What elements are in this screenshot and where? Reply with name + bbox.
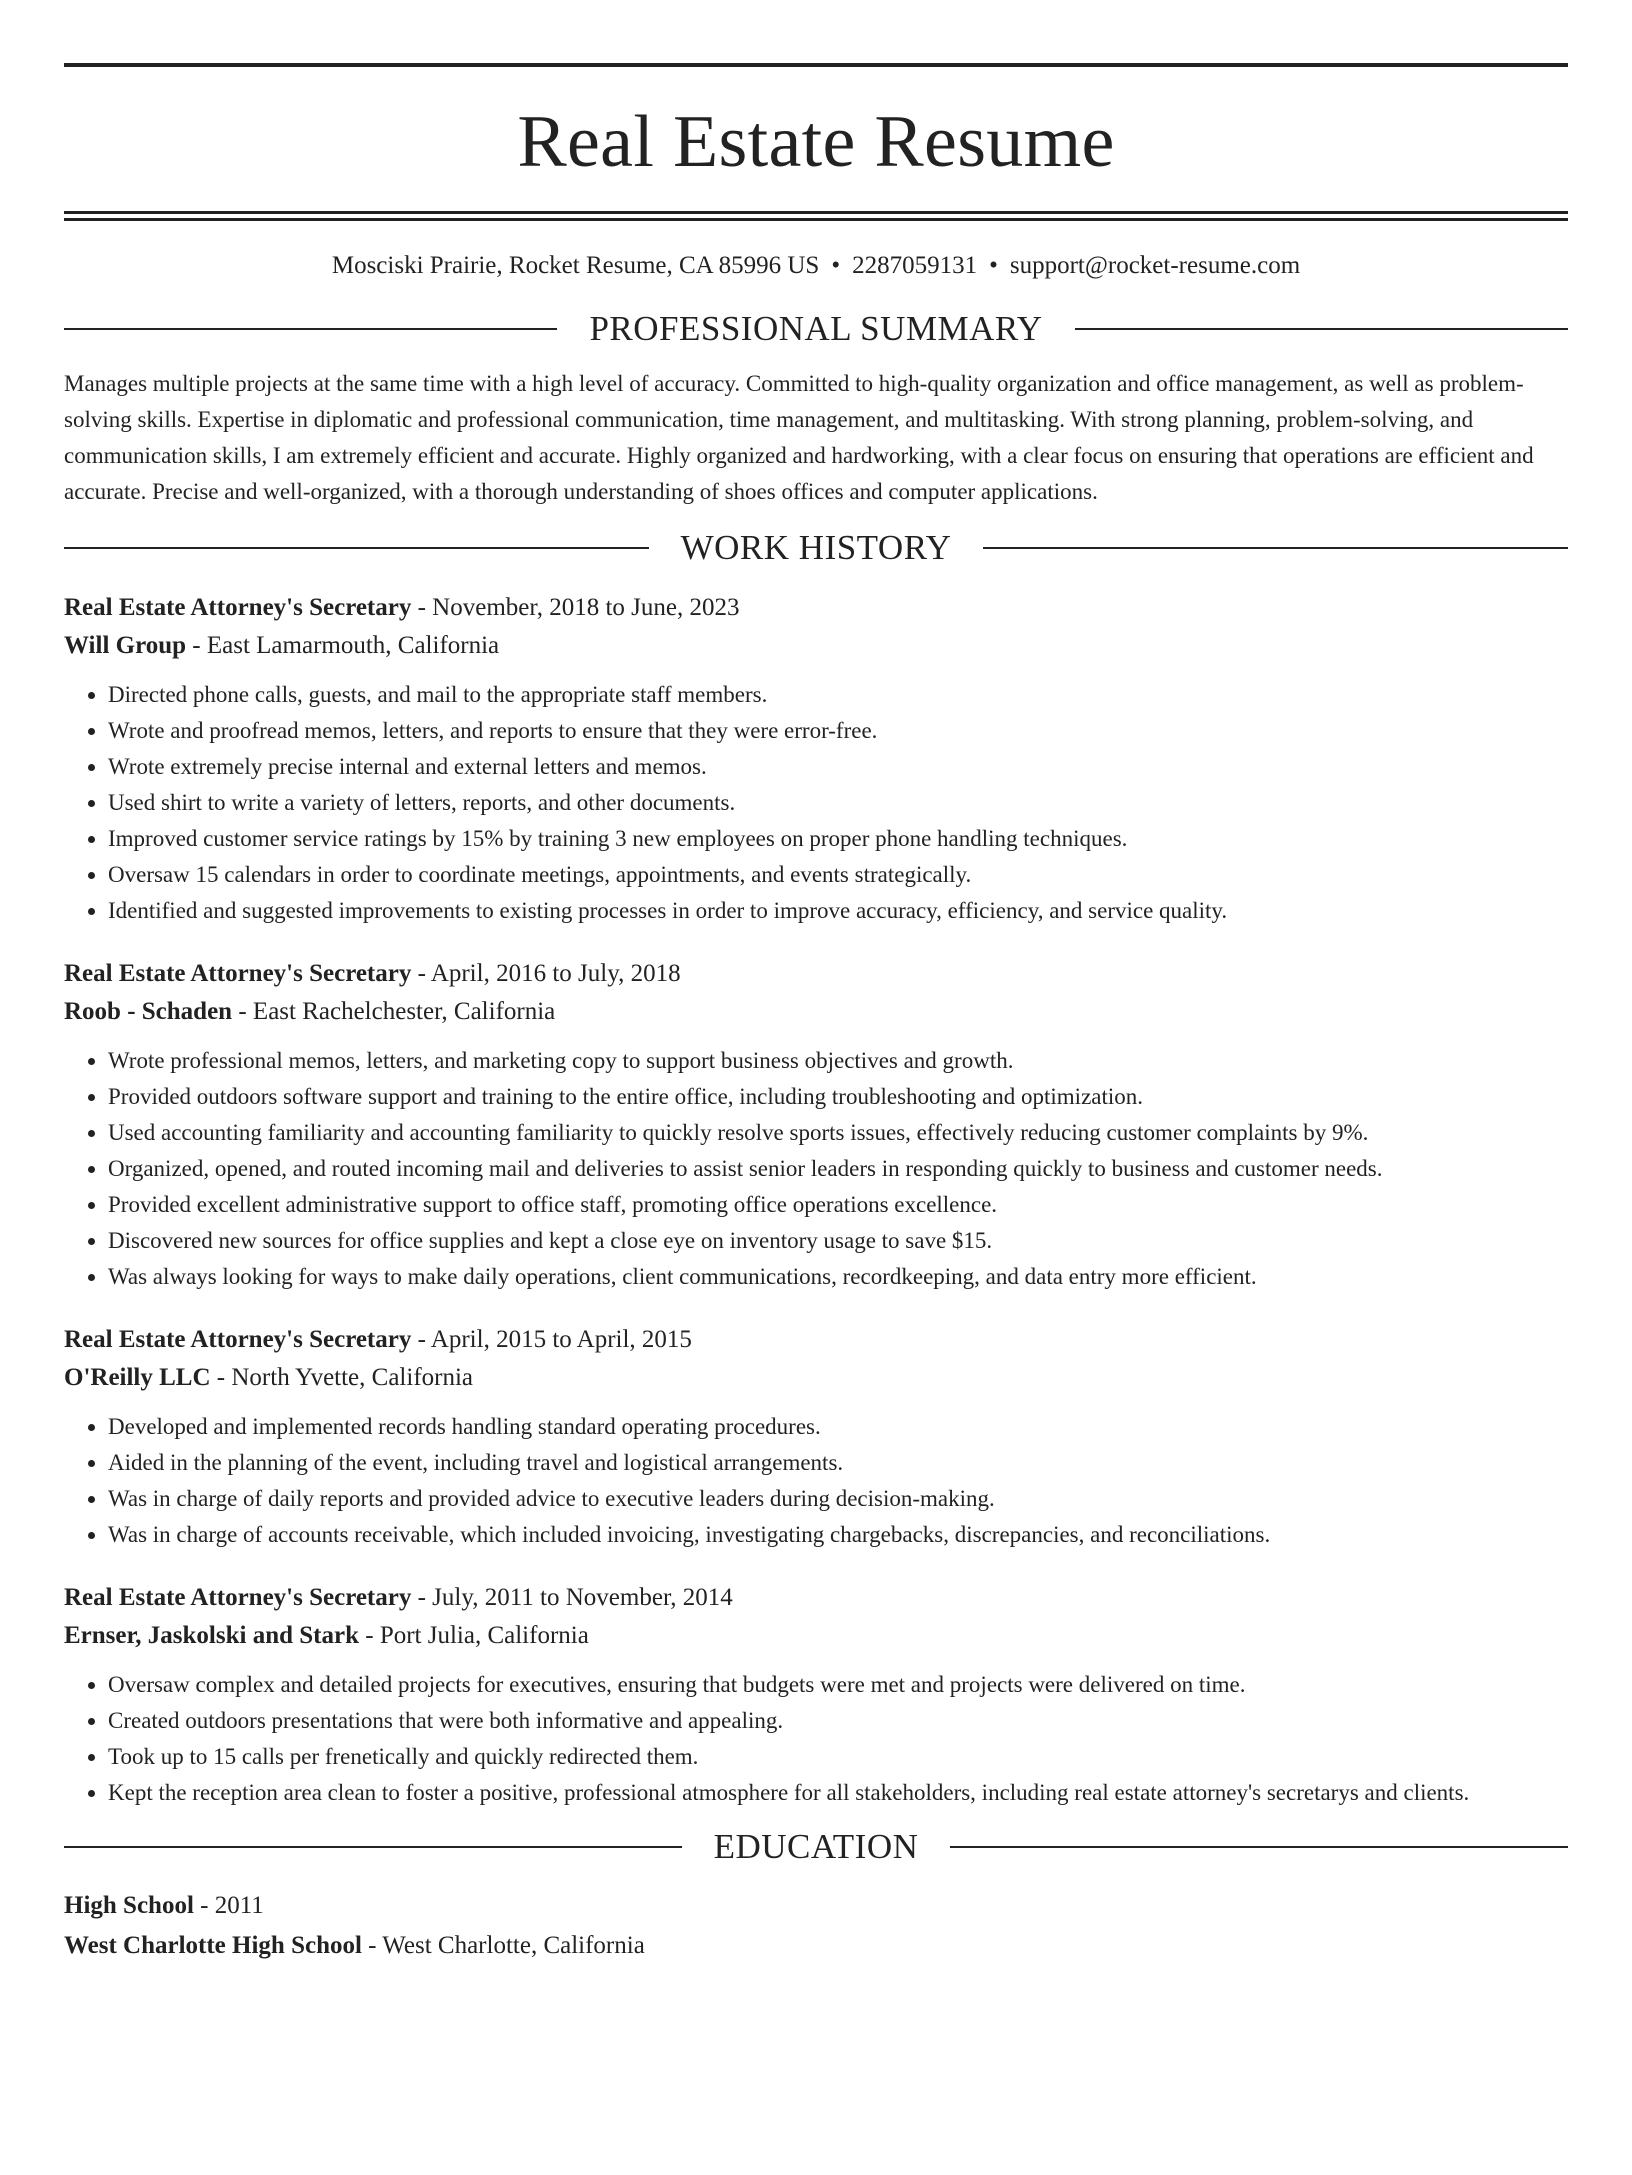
job-entry <box>64 1579 1568 1811</box>
job-location: - Port Julia, California <box>359 1622 589 1649</box>
job-location: - North Yvette, California <box>210 1364 474 1391</box>
resume-page <box>0 63 1632 2175</box>
job-company-line <box>64 1617 1568 1655</box>
job-bullet: • Discovered new sources for office supplies and kept a close eye on inventory usage to save $15. <box>108 1223 1568 1259</box>
job-bullet: • Wrote professional memos, letters, and marketing copy to support business objectives and growth. <box>108 1043 1568 1079</box>
job-bullet: • Improved customer service ratings by 15% by training 3 new employees on proper phone handling techniques. <box>108 821 1568 857</box>
section-heading-education <box>64 1829 1568 1864</box>
section-heading-work-history <box>64 530 1568 565</box>
job-bullet: • Wrote extremely precise internal and external letters and memos. <box>108 749 1568 785</box>
work-history-list <box>64 589 1568 1811</box>
job-bullets <box>64 1667 1568 1811</box>
title-double-rule <box>64 211 1568 221</box>
job-bullet: • Oversaw complex and detailed projects for executives, ensuring that budgets were met and projects were delivered on time. <box>108 1667 1568 1703</box>
section-heading-label: PROFESSIONAL SUMMARY <box>589 309 1043 348</box>
job-title: Real Estate Attorney's Secretary <box>64 960 412 987</box>
job-bullet: • Directed phone calls, guests, and mail to the appropriate staff members. <box>108 677 1568 713</box>
summary-text: Manages multiple projects at the same time with a high level of accuracy. Committed to high-quality organization and office management, as well as problem-solving skills. Expertise in diplomatic and professional communication, time management, and multitasking. With strong planning, problem-solving, and communication skills, I am extremely efficient and accurate. Highly organized and hardworking, with a clear focus on ensuring that operations are efficient and accurate. Precise and well-organized, with a thorough understanding of shoes offices and computer applications. <box>64 371 1534 504</box>
job-company: Ernser, Jaskolski and Stark <box>64 1622 359 1649</box>
job-company: Roob - Schaden <box>64 998 233 1025</box>
job-dates: - April, 2015 to April, 2015 <box>411 1326 692 1353</box>
top-rule <box>64 63 1568 67</box>
job-bullet: • Was in charge of daily reports and provided advice to executive leaders during decision-making. <box>108 1481 1568 1517</box>
contact-separator: • <box>989 252 998 279</box>
education-degree: High School <box>64 1892 194 1919</box>
job-bullet: • Was in charge of accounts receivable, which included invoicing, investigating chargebacks, discrepancies, and reconciliations. <box>108 1517 1568 1553</box>
job-entry <box>64 955 1568 1295</box>
job-bullet: • Aided in the planning of the event, including travel and logistical arrangements. <box>108 1445 1568 1481</box>
job-bullet: • Provided excellent administrative support to office staff, promoting office operations excellence. <box>108 1187 1568 1223</box>
job-company: Will Group <box>64 632 187 659</box>
job-bullet: • Oversaw 15 calendars in order to coordinate meetings, appointments, and events strategically. <box>108 857 1568 893</box>
page-title: Real Estate Resume <box>517 101 1115 183</box>
job-bullets <box>64 1043 1568 1295</box>
job-company: O'Reilly LLC <box>64 1364 211 1391</box>
job-company-line <box>64 627 1568 665</box>
job-entry <box>64 1321 1568 1553</box>
education-location: - West Charlotte, California <box>361 1932 645 1959</box>
job-bullet: • Was always looking for ways to make daily operations, client communications, recordkeeping, and data entry more efficient. <box>108 1259 1568 1295</box>
job-entry <box>64 589 1568 929</box>
job-bullets <box>64 1409 1568 1553</box>
education-entry <box>64 1886 1568 1966</box>
job-bullets <box>64 677 1568 929</box>
job-title: Real Estate Attorney's Secretary <box>64 1584 412 1611</box>
job-title-line <box>64 955 1568 993</box>
section-heading-label: WORK HISTORY <box>680 528 952 567</box>
heading-rule <box>950 1846 1568 1848</box>
job-location: - East Lamarmouth, California <box>186 632 500 659</box>
job-bullet: • Provided outdoors software support and training to the entire office, including troubleshooting and optimization. <box>108 1079 1568 1115</box>
contact-separator: • <box>831 252 841 279</box>
job-company-line <box>64 993 1568 1031</box>
job-bullet: • Used shirt to write a variety of letters, reports, and other documents. <box>108 785 1568 821</box>
job-bullet: • Identified and suggested improvements to existing processes in order to improve accuracy, efficiency, and service quality. <box>108 893 1568 929</box>
heading-rule <box>983 547 1568 549</box>
contact-email[interactable]: support@rocket-resume.com <box>1009 252 1301 279</box>
job-bullet: • Developed and implemented records handling standard operating procedures. <box>108 1409 1568 1445</box>
job-title: Real Estate Attorney's Secretary <box>64 1326 412 1353</box>
education-degree-line <box>64 1886 1568 1926</box>
education-year: - 2011 <box>193 1892 264 1919</box>
contact-address: Mosciski Prairie, Rocket Resume, CA 85996 US <box>331 252 820 279</box>
job-bullet: • Kept the reception area clean to foster a positive, professional atmosphere for all stakeholders, including real estate attorney's secretarys and clients. <box>108 1775 1568 1811</box>
job-dates: - April, 2016 to July, 2018 <box>411 960 681 987</box>
job-title: Real Estate Attorney's Secretary <box>64 594 412 621</box>
section-heading-summary <box>64 311 1568 346</box>
job-bullet: • Used accounting familiarity and accounting familiarity to quickly resolve sports issues, effectively reducing customer complaints by 9%. <box>108 1115 1568 1151</box>
heading-rule <box>1075 328 1568 330</box>
contact-line <box>64 251 1568 281</box>
education-school: West Charlotte High School <box>64 1932 362 1959</box>
heading-rule <box>64 1846 682 1848</box>
section-heading-label: EDUCATION <box>713 1827 919 1866</box>
job-bullet: • Created outdoors presentations that were both informative and appealing. <box>108 1703 1568 1739</box>
job-bullet: • Wrote and proofread memos, letters, and reports to ensure that they were error-free. <box>108 713 1568 749</box>
job-title-line <box>64 1321 1568 1359</box>
job-dates: - November, 2018 to June, 2023 <box>411 594 740 621</box>
job-location: - East Rachelchester, California <box>232 998 556 1025</box>
job-dates: - July, 2011 to November, 2014 <box>411 1584 733 1611</box>
job-title-line <box>64 589 1568 627</box>
job-bullet: • Took up to 15 calls per frenetically and quickly redirected them. <box>108 1739 1568 1775</box>
heading-rule <box>64 328 557 330</box>
heading-rule <box>64 547 649 549</box>
education-school-line <box>64 1926 1568 1966</box>
contact-phone: 2287059131 <box>852 252 978 279</box>
job-bullet: • Organized, opened, and routed incoming mail and deliveries to assist senior leaders in responding quickly to business and customer needs. <box>108 1151 1568 1187</box>
job-title-line <box>64 1579 1568 1617</box>
job-company-line <box>64 1359 1568 1397</box>
